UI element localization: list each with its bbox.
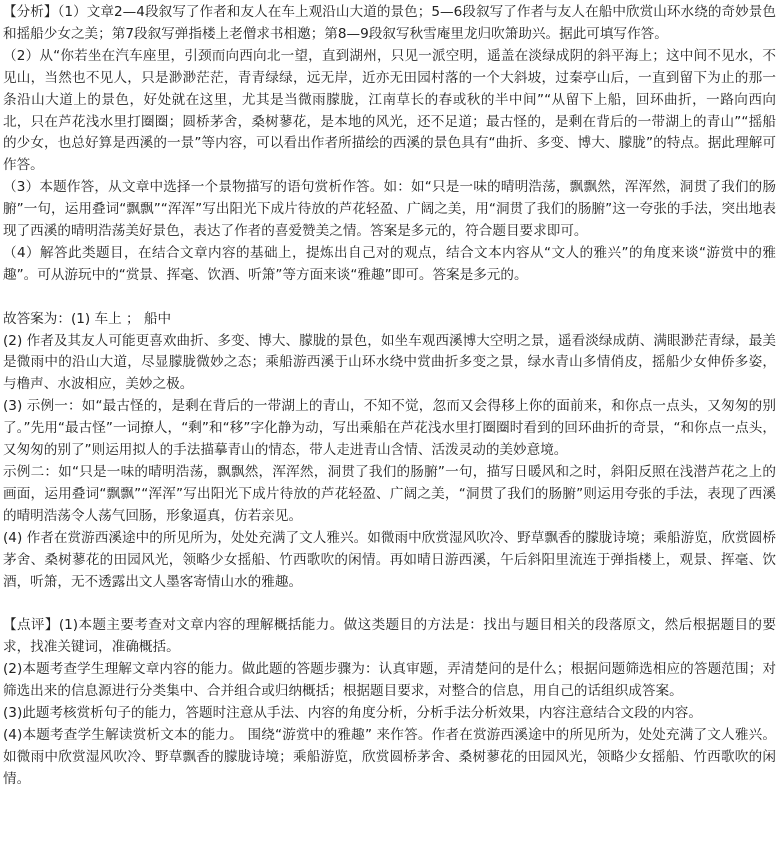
analysis-paragraph-3: （3）本题作答，从文章中选择一个景物描写的语句赏析作答。如：如“只是一味的晴明浩荡，飘飘然，浑浑然，洞贯了我们的肠腑”一句，运用叠词“飘飘”“浑浑”写出阳光下成片待放的芦花轻盈、广阔之美，用“洞贯了我们的肠腑”这一夸张的手法，突出地表现了西溪的晴明浩荡美好景色，表达了作者的喜爱赞美之情。答案是多元的，符合题目要求即可。 xyxy=(3,179,776,240)
analysis-paragraph-4: （4）解答此类题目，在结合文章内容的基础上，提炼出自己对的观点，结合文本内容从“文人的雅兴”的角度来谈“游赏中的雅趣”。可从游玩中的“赏景、挥毫、饮酒、听箫”等方面来谈“雅趣”即可。答案是多元的。 xyxy=(3,244,776,283)
answer-section xyxy=(3,309,776,594)
answer-paragraph-3: (3) 示例一：如“最古怪的，是剩在背后的一带湖上的青山，不知不觉，忽而又会得移上你的面前来，和你点一点头，又匆匆的别了。”先用“最古怪”一词撩人，“剩”和“移”字化静为动，写出乘船在芦花浅水里打圈圈时看到的回环曲折的奇景，“和你点一点头，又匆匆的别了”则运用拟人的手法描摹青山的情态，带人走进青山含情、活泼灵动的美妙意境。 xyxy=(3,398,776,459)
comment-paragraph-1: 【点评】(1)本题主要考查对文章内容的理解概括能力。做这类题目的方法是：找出与题目相关的段落原文，然后根据题目的要求，找准关键词，准确概括。 xyxy=(3,617,776,656)
answer-paragraph-4: (4) 作者在赏游西溪途中的所见所为，处处充满了文人雅兴。如微雨中欣赏湿风吹冷、野草飘香的朦胧诗境；乘船游览，欣赏圆桥茅舍、桑树蓼花的田园风光，领略少女摇船、竹西歌吹的闲情。再如晴日游西溪，午后斜阳里流连于弹指楼上，观景、挥毫、饮酒，听箫，无不透露出文人墨客寄情山水的雅趣。 xyxy=(3,529,776,590)
comment-paragraph-3: (3)此题考核赏析句子的能力，答题时注意从手法、内容的角度分析，分析手法分析效果，内容注意结合文段的内容。 xyxy=(3,704,702,721)
answer-intro: 故答案为：(1) 车上 ； 船中 xyxy=(3,310,172,327)
comment-paragraph-4: (4)本题考查学生解读赏析文本的能力。 围绕“游赏中的雅趣” 来作答。作者在赏游西溪途中的所见所为，处处充满了文人雅兴。如微雨中欣赏湿风吹冷、野草飘香的朦胧诗境；乘船游览，欣赏圆桥茅舍、桑树蓼花的田园风光，领略少女摇船、竹西歌吹的闲情。 xyxy=(3,726,776,787)
analysis-section xyxy=(3,2,776,287)
analysis-paragraph-2: （2）从“你若坐在汽车座里，引颈而向西向北一望，直到湖州，只见一派空明，遥盖在淡绿成阴的斜平海上；这中间不见水，不见山，当然也不见人，只是渺渺茫茫，青青绿绿，远无岸，近亦无田园村落的一个大斜坡，过秦亭山后，一直到留下为止的那一条沿山大道上的景色，好处就在这里，尤其是当微雨朦胧，江南草长的春或秋的半中间”“从留下上船，回环曲折，一路向西向北，只在芦花浅水里打圈圈；圆桥茅舍，桑树蓼花，是本地的风光，还不足道；最古怪的，是剩在背后的一带湖上的青山”“摇船的少女，也总好算是西溪的一景”等内容，可以看出作者所描绘的西溪的景色具有“曲折、多变、博大、朦胧”的特点。据此理解可作答。 xyxy=(3,47,776,174)
section-gap xyxy=(3,287,776,309)
section-gap xyxy=(3,593,776,615)
analysis-paragraph-1: 【分析】（1）文章2—4段叙写了作者和友人在车上观沿山大道的景色；5—6段叙写了作者与友人在船中欣赏山环水绕的奇妙景色和摇船少女之美；第7段叙写弹指楼上老僧求书相邀；第8—9段叙写秋雪庵里龙归吹箫助兴。据此可填写作答。 xyxy=(3,4,776,42)
answer-paragraph-3-example-2: 示例二：如“只是一味的晴明浩荡，飘飘然，浑浑然，洞贯了我们的肠腑”一句，描写日暖风和之时，斜阳反照在浅潜芦花之上的画面，运用叠词“飘飘”“浑浑”写出阳光下成片待放的芦花轻盈、广阔之美，“洞贯了我们的肠腑”则运用夸张的手法，表现了西溪的晴明浩荡令人荡气回肠，形象逼真，仿若亲见。 xyxy=(3,464,776,524)
comment-section xyxy=(3,615,776,790)
comment-paragraph-2: (2)本题考查学生理解文章内容的能力。做此题的答题步骤为：认真审题，弄清楚问的是什么；根据问题筛选相应的答题范围；对筛选出来的信息源进行分类集中、合并组合或归纳概括；根据题目要求，对整合的信息，用自己的话组织成答案。 xyxy=(3,661,776,700)
answer-paragraph-2: (2) 作者及其友人可能更喜欢曲折、多变、博大、朦胧的景色，如坐车观西溪博大空明之景，遥看淡绿成荫、满眼渺茫青绿，最美是微雨中的沿山大道，尽显朦胧微妙之态；乘船游西溪于山环水绕中赏曲折多变之景，绿水青山多情俏皮，摇船少女伸侨多姿，与橹声、水波相应，美妙之极。 xyxy=(3,332,776,393)
